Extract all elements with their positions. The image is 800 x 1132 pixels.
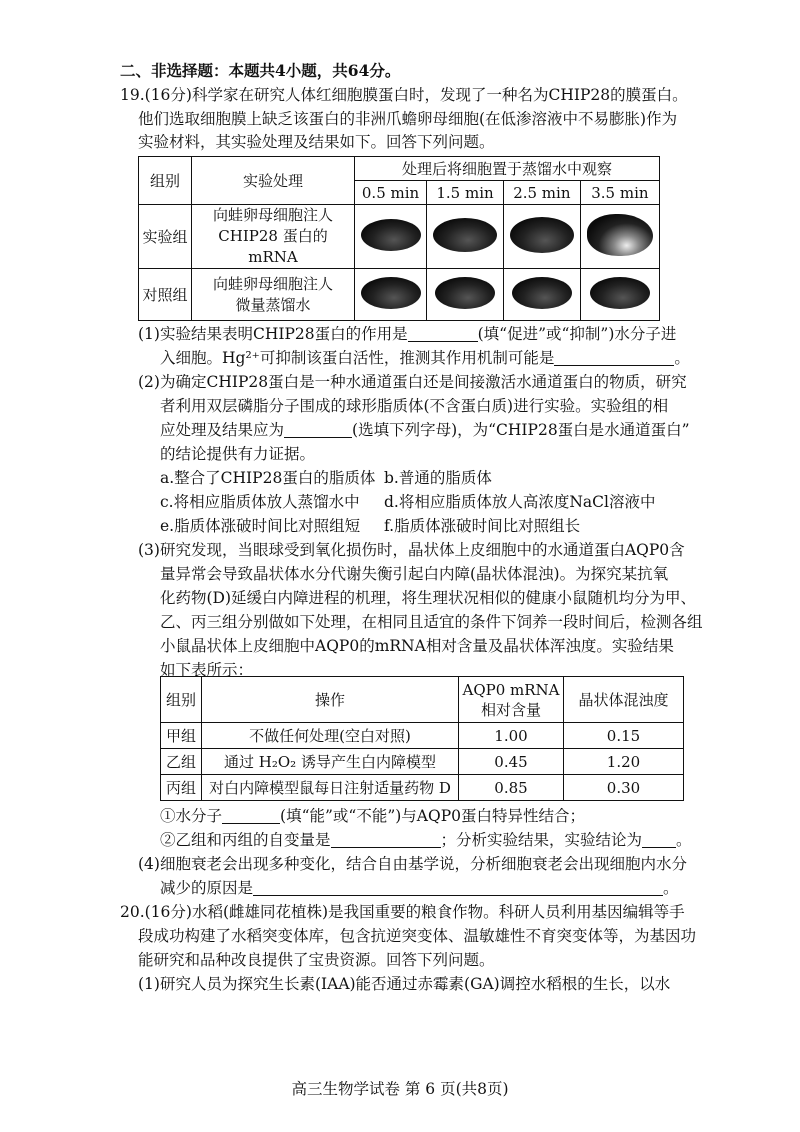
egg-cell [580,269,659,321]
group-cell: 丙组 [161,775,202,801]
q19-intro-line: 实验材料，其实验处理及结果如下。回答下列问题。 [138,133,495,151]
treatment-text: 微量蒸馏水 [235,295,311,314]
q19-part3-line: 量异常会导致晶状体水分代谢失衡引起白内障(晶状体混浊)。为探究某抗氧 [160,565,669,583]
turbidity-cell: 0.15 [564,723,684,749]
table-header-mrna [459,677,564,723]
q19-part3-line: 化药物(D)延缓白内障进程的机理，将生理状况相似的健康小鼠随机均分为甲、 [160,589,697,607]
q19-part3-line: 乙、丙三组分别做如下处理，在相同且适宜的条件下饲养一段时间后，检测各组 [160,613,703,631]
table-header-observe: 处理后将细胞置于蒸馏水中观察 [355,157,660,181]
text: (填“能”或“不能”)与AQP0蛋白特异性结合； [280,807,585,825]
oocyte-burst-image [587,214,653,256]
table-row [139,269,660,321]
mrna-cell: 0.85 [459,775,564,801]
time-header: 1.5 min [427,181,504,205]
section-title: 二、非选择题：本题共4小题，共64分。 [120,61,401,80]
q20-line: 20.(16分)水稻(雌雄同花植株)是我国重要的粮食作物。科研人员利用基因编辑等手 [120,903,685,921]
answer-blank[interactable] [284,421,352,438]
q19-part2-line: (2)为确定CHIP28蛋白是一种水通道蛋白还是间接激活水通道蛋白的物质，研究 [138,373,687,391]
group-cell: 对照组 [139,269,192,321]
egg-cell [503,269,580,321]
time-header: 2.5 min [503,181,580,205]
q19-sub2-line [160,830,692,850]
text: (填“促进”或“抑制”)水分子进 [477,325,677,343]
q19-part2-line: 者利用双层磷脂分子围成的球形脂质体(不含蛋白质)进行实验。实验组的相 [160,397,669,415]
text: ①水分子 [160,807,223,825]
group-cell: 乙组 [161,749,202,775]
operation-cell: 通过 H₂O₂ 诱导产生白内障模型 [202,749,459,775]
answer-blank[interactable] [642,831,676,848]
table-header-treatment: 实验处理 [192,157,355,205]
treatment-cell [192,269,355,321]
q19-part4-line: (4)细胞衰老会出现多种变化，结合自由基学说，分析细胞衰老会出现细胞内水分 [138,855,687,873]
q19-intro-line: 19.(16分)科学家在研究人体红细胞膜蛋白时，发现了一种名为CHIP28的膜蛋白。 [120,86,688,104]
operation-cell: 对白内障模型鼠每日注射适量药物 D [202,775,459,801]
q20-line: 段成功构建了水稻突变体库，包含抗逆突变体、温敏雄性不育突变体等，为基因功 [138,927,697,945]
mrna-cell: 0.45 [459,749,564,775]
time-header: 3.5 min [580,181,659,205]
text: 应处理及结果应为 [160,421,285,439]
q19-part1-line [160,348,690,368]
answer-blank[interactable] [331,831,441,848]
option-e: e.脂质体涨破时间比对照组短 [160,517,361,535]
header-text: 相对含量 [480,700,541,719]
q19-part2-line: 的结论提供有力证据。 [160,445,316,463]
q19-intro-line: 他们选取细胞膜上缺乏该蛋白的非洲爪蟾卵母细胞(在低渗溶液中不易膨胀)作为 [138,110,678,128]
q19-part3-line: 小鼠晶状体上皮细胞中AQP0的mRNA相对含量及晶状体浑浊度。实验结果 [160,637,674,655]
text: 减少的原因是 [160,879,254,897]
oocyte-image [433,218,497,252]
treatment-text: CHIP28 蛋白的 mRNA [218,227,328,266]
page-footer: 高三生物学试卷 第 6 页(共8页) [291,1080,509,1098]
table-row [161,775,684,801]
oocyte-image [512,277,572,309]
text: (1)实验结果表明CHIP28蛋白的作用是 [138,325,408,343]
text: 。 [676,831,692,849]
text: ②乙组和丙组的自变量是 [160,831,331,849]
option-b: b.普通的脂质体 [384,469,492,487]
egg-cell [427,205,504,269]
experiment-table [138,156,660,321]
oocyte-image [361,277,421,309]
table-header-group: 组别 [139,157,192,205]
option-a: a.整合了CHIP28蛋白的脂质体 [160,469,376,487]
turbidity-cell: 1.20 [564,749,684,775]
egg-cell [355,269,427,321]
text: 入细胞。Hg²⁺可抑制该蛋白活性，推测其作用机制可能是 [160,349,555,367]
operation-cell: 不做任何处理(空白对照) [202,723,459,749]
q19-part4-line [160,878,679,898]
text: 。 [663,879,679,897]
egg-cell [503,205,580,269]
oocyte-image [590,277,650,309]
option-f: f.脂质体涨破时间比对照组长 [384,517,581,535]
answer-blank[interactable] [253,879,663,896]
option-d: d.将相应脂质体放人高浓度NaCl溶液中 [384,493,656,511]
aqp0-table [160,676,684,801]
text: ；分析实验结果，实验结论为 [440,831,643,849]
mrna-cell: 1.00 [459,723,564,749]
q20-line: (1)研究人员为探究生长素(IAA)能否通过赤霉素(GA)调控水稻根的生长，以水 [138,975,671,993]
q19-part3-line: (3)研究发现，当眼球受到氧化损伤时，晶状体上皮细胞中的水通道蛋白AQP0含 [138,541,685,559]
table-header-group: 组别 [161,677,202,723]
answer-blank[interactable] [408,325,478,342]
egg-cell [427,269,504,321]
q19-part3-line: 如下表所示： [160,661,254,679]
q20-line: 能研究和品种改良提供了宝贵资源。回答下列问题。 [138,951,495,969]
egg-cell [580,205,659,269]
option-c: c.将相应脂质体放人蒸馏水中 [160,493,360,511]
time-header: 0.5 min [355,181,427,205]
treatment-text: 向蛙卵母细胞注人 [212,206,333,224]
table-row [161,749,684,775]
text: (选填下列字母)，为“CHIP28蛋白是水通道蛋白” [352,421,690,439]
table-header-turbidity: 晶状体混浊度 [564,677,684,723]
treatment-text: 向蛙卵母细胞注人 [212,274,333,293]
q19-part1-line [138,324,676,344]
treatment-cell [192,205,355,269]
table-row [139,205,660,269]
group-cell: 实验组 [139,205,192,269]
turbidity-cell: 0.30 [564,775,684,801]
q19-sub1-line [160,806,585,826]
text: 。 [674,349,690,367]
answer-blank[interactable] [222,807,280,824]
oocyte-image [361,219,421,251]
answer-blank[interactable] [554,349,674,366]
table-row [161,723,684,749]
table-header-operation: 操作 [202,677,459,723]
oocyte-image [435,277,495,309]
oocyte-image [510,217,574,253]
group-cell: 甲组 [161,723,202,749]
q19-part2-line [160,420,690,440]
header-text: AQP0 mRNA [462,680,560,699]
egg-cell [355,205,427,269]
